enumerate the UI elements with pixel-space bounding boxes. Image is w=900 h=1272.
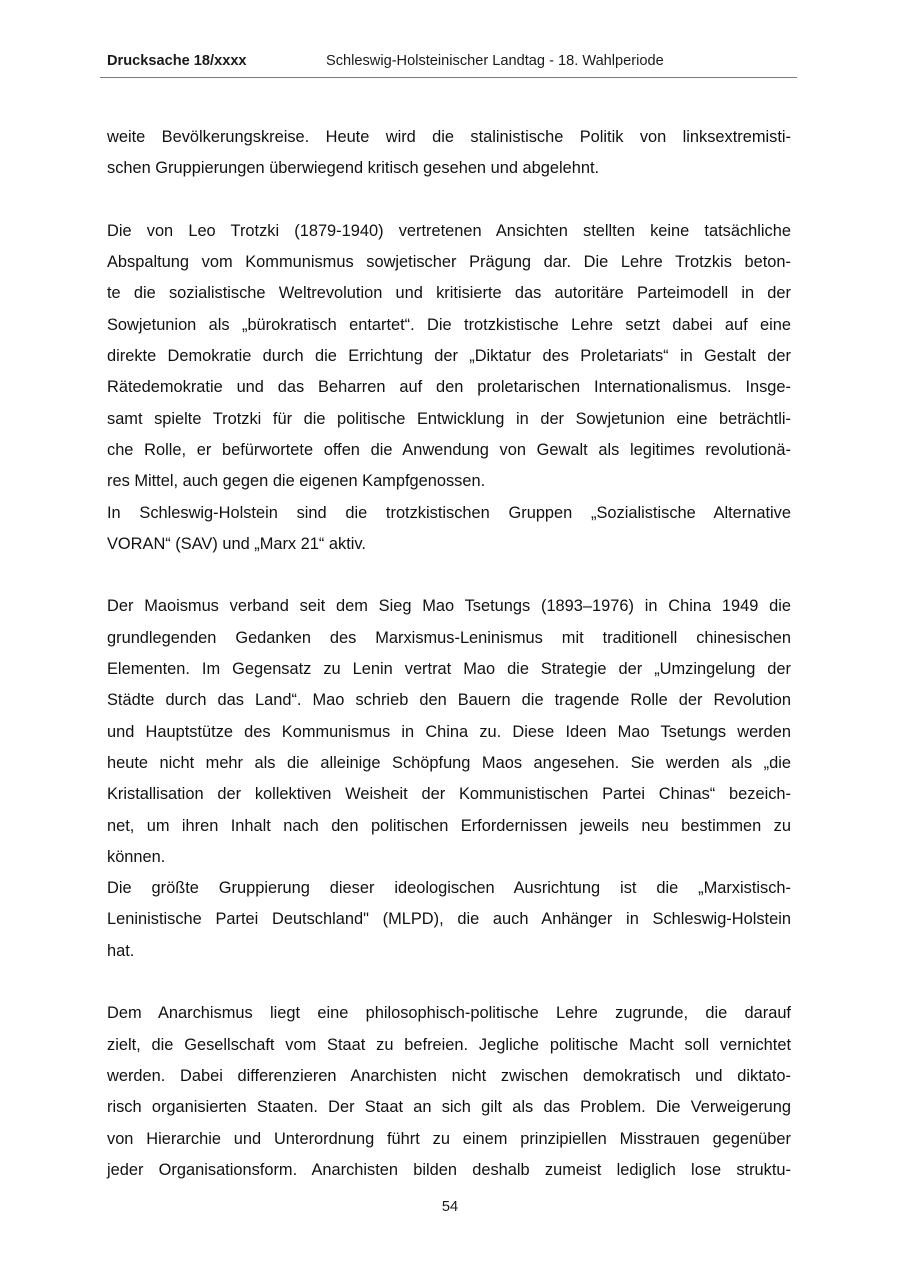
- body-text: [107, 122, 791, 1186]
- text-line: Rätedemokratie und das Beharren auf den proletarischen Internationalismus. Insge-: [107, 378, 791, 397]
- text-line: Die größte Gruppierung dieser ideologischen Ausrichtung ist die „Marxistisch-: [107, 879, 791, 898]
- paragraph-gap: [107, 967, 791, 998]
- text-line: VORAN“ (SAV) und „Marx 21“ aktiv.: [107, 534, 366, 553]
- page-number: 54: [441, 1199, 459, 1215]
- text-line: Der Maoismus verband seit dem Sieg Mao Tsetungs (1893–1976) in China 1949 die: [107, 597, 791, 616]
- text-line: Elementen. Im Gegensatz zu Lenin vertrat Mao die Strategie der „Umzingelung der: [107, 660, 791, 679]
- paragraph-trotskyism: [107, 216, 791, 498]
- text-line: Sowjetunion als „bürokratisch entartet“. Die trotzkistische Lehre setzt dabei auf eine: [107, 315, 791, 334]
- paragraph-trotskyist-groups: [107, 498, 791, 561]
- text-line: In Schleswig-Holstein sind die trotzkistischen Gruppen „Sozialistische Alternative: [107, 503, 791, 522]
- document-title: Schleswig-Holsteinischer Landtag - 18. Wahlperiode: [326, 53, 664, 69]
- text-line: zielt, die Gesellschaft vom Staat zu befreien. Jegliche politische Macht soll vernichtet: [107, 1035, 791, 1054]
- text-line: weite Bevölkerungskreise. Heute wird die stalinistische Politik von linksextremisti-: [107, 128, 791, 146]
- text-line: werden. Dabei differenzieren Anarchisten nicht zwischen demokratisch und diktato-: [107, 1066, 791, 1085]
- paragraph-stalinism-end: [107, 122, 791, 185]
- text-line: Abspaltung vom Kommunismus sowjetischer Prägung dar. Die Lehre Trotzkis beton-: [107, 253, 791, 272]
- text-line: direkte Demokratie durch die Errichtung der „Diktatur des Proletariats“ in Gestalt der: [107, 347, 791, 366]
- text-line: jeder Organisationsform. Anarchisten bilden deshalb zumeist lediglich lose struktu-: [107, 1160, 791, 1179]
- paragraph-mlpd: [107, 873, 791, 967]
- text-line: und Hauptstütze des Kommunismus in China zu. Diese Ideen Mao Tsetungs werden: [107, 722, 791, 741]
- text-line: können.: [107, 847, 166, 866]
- paragraph-anarchism: [107, 998, 791, 1186]
- text-line: te die sozialistische Weltrevolution und kritisierte das autoritäre Parteimodell in der: [107, 284, 791, 303]
- text-line: grundlegenden Gedanken des Marxismus-Leninismus mit traditionell chinesischen: [107, 628, 791, 647]
- page-header: [100, 50, 797, 78]
- text-line: hat.: [107, 941, 135, 960]
- document-number: Drucksache 18/xxxx: [107, 53, 247, 69]
- text-line: Die von Leo Trotzki (1879-1940) vertretenen Ansichten stellten keine tatsächliche: [107, 221, 791, 240]
- text-line: von Hierarchie und Unterordnung führt zu einem prinzipiellen Misstrauen gegenüber: [107, 1129, 791, 1148]
- text-line: Dem Anarchismus liegt eine philosophisch-politische Lehre zugrunde, die darauf: [107, 1004, 791, 1023]
- paragraph-gap: [107, 185, 791, 216]
- text-line: Leninistische Partei Deutschland" (MLPD), die auch Anhänger in Schleswig-Holstein: [107, 910, 791, 929]
- text-line: res Mittel, auch gegen die eigenen Kampfgenossen.: [107, 472, 486, 491]
- text-line: net, um ihren Inhalt nach den politischen Erfordernissen jeweils neu bestimmen zu: [107, 816, 791, 835]
- text-line: risch organisierten Staaten. Der Staat an sich gilt als das Problem. Die Verweigerung: [107, 1098, 791, 1117]
- paragraph-gap: [107, 560, 791, 591]
- text-line: Städte durch das Land“. Mao schrieb den Bauern die tragende Rolle der Revolution: [107, 691, 791, 710]
- text-line: Kristallisation der kollektiven Weisheit der Kommunistischen Partei Chinas“ bezeich-: [107, 785, 791, 804]
- text-line: schen Gruppierungen überwiegend kritisch gesehen und abgelehnt.: [107, 159, 600, 178]
- text-line: che Rolle, er befürwortete offen die Anwendung von Gewalt als legitimes revolutionä-: [107, 440, 791, 459]
- text-line: heute nicht mehr als die alleinige Schöpfung Maos angesehen. Sie werden als „die: [107, 753, 791, 772]
- text-line: samt spielte Trotzki für die politische Entwicklung in der Sowjetunion eine beträchtli-: [107, 409, 791, 428]
- paragraph-maoism: [107, 591, 791, 873]
